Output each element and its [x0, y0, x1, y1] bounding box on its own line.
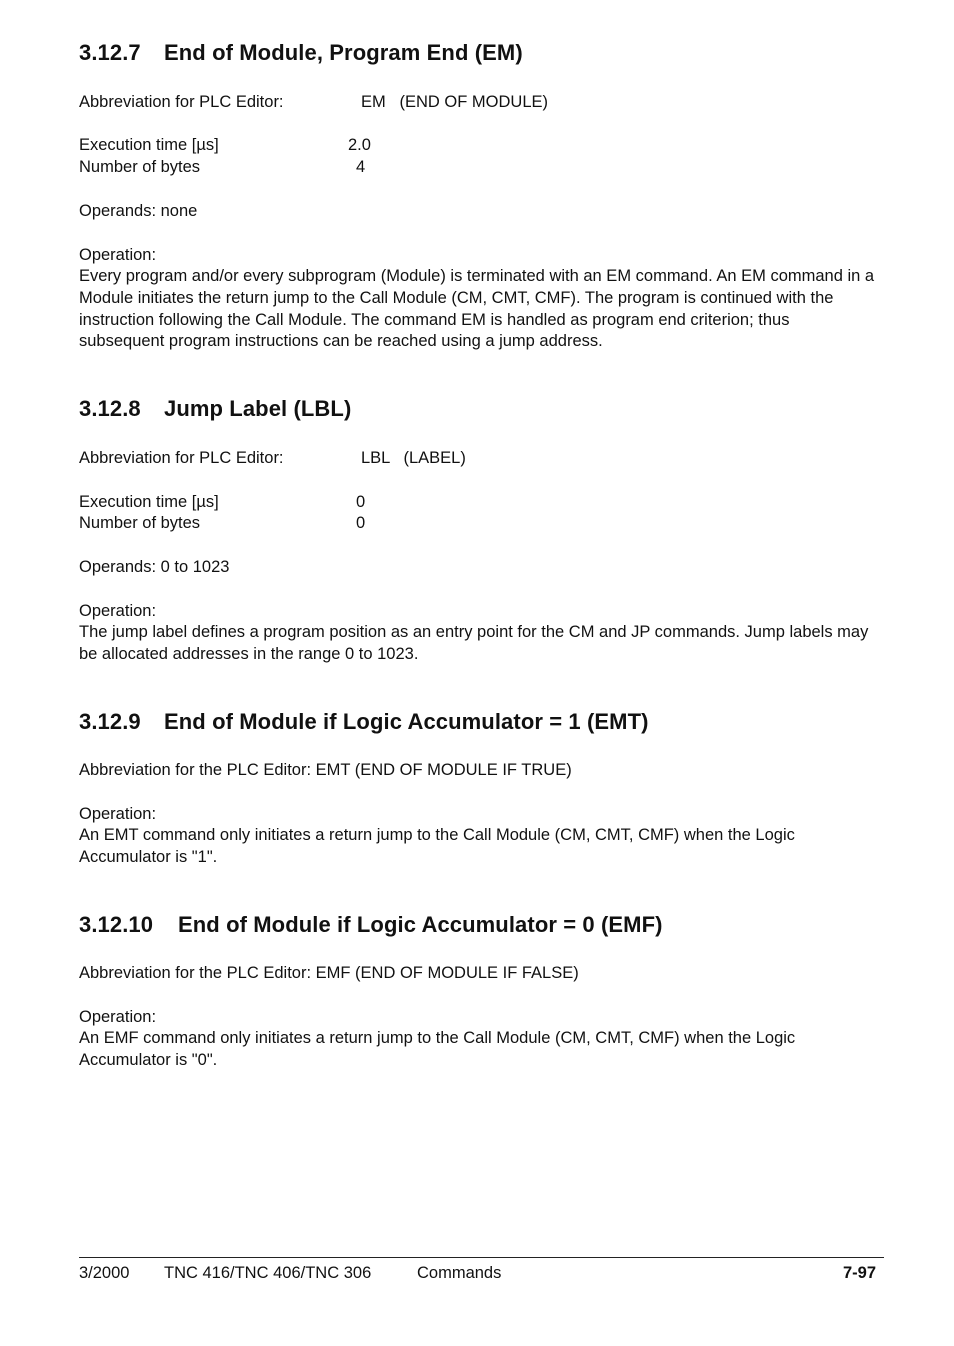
- footer-chapter: Commands: [417, 1264, 502, 1282]
- operation-text: Every program and/or every subprogram (Module) is terminated with an EM command. An EM command in a Module initiates the return jump to the Call Module (CM, CMT, CMF). The program is continued with the instruction following the Call Module. The command EM is handled as program end criterion; thus subsequent program instructions can be reached using a jump address.: [79, 267, 875, 351]
- heading-number: 3.12.10: [79, 912, 154, 937]
- bytes-value: 4: [356, 158, 366, 176]
- exec-time-label: Execution time [µs]: [79, 493, 219, 511]
- operation-label: Operation:: [79, 602, 157, 620]
- operands-text: Operands: none: [79, 202, 198, 220]
- footer-divider: [79, 1257, 884, 1258]
- heading-title: End of Module if Logic Accumulator = 1 (EMT): [164, 709, 649, 734]
- abbr-label: Abbreviation for PLC Editor:: [79, 93, 284, 111]
- operation-label: Operation:: [79, 246, 157, 264]
- heading-number: 3.12.8: [79, 396, 141, 421]
- section-heading-3-12-9: [79, 709, 649, 735]
- operation-label: Operation:: [79, 805, 157, 823]
- heading-title: Jump Label (LBL): [164, 396, 352, 421]
- heading-title: End of Module if Logic Accumulator = 0 (EMF): [178, 912, 663, 937]
- abbr-value: LBL (LABEL): [361, 449, 466, 467]
- operands-text: Operands: 0 to 1023: [79, 558, 230, 576]
- exec-time-label: Execution time [µs]: [79, 136, 219, 154]
- exec-time-value: 0: [356, 493, 366, 511]
- bytes-value: 0: [356, 514, 366, 532]
- section-heading-3-12-10: [79, 912, 663, 938]
- footer-page-number: 7-97: [843, 1264, 877, 1282]
- footer-models: TNC 416/TNC 406/TNC 306: [164, 1264, 372, 1282]
- operation-text: An EMT command only initiates a return jump to the Call Module (CM, CMT, CMF) when the Logic Accumulator is "1".: [79, 826, 795, 866]
- section-heading-3-12-7: [79, 40, 523, 66]
- heading-number: 3.12.7: [79, 40, 141, 65]
- operation-text: The jump label defines a program position as an entry point for the CM and JP commands. Jump labels may be allocated addresses in the range 0 to 1023.: [79, 623, 869, 663]
- operation-text: An EMF command only initiates a return jump to the Call Module (CM, CMT, CMF) when the Logic Accumulator is "0".: [79, 1029, 796, 1069]
- abbr-line: Abbreviation for the PLC Editor: EMT (END OF MODULE IF TRUE): [79, 761, 572, 779]
- abbr-value: EM (END OF MODULE): [361, 93, 549, 111]
- heading-title: End of Module, Program End (EM): [164, 40, 523, 65]
- abbr-label: Abbreviation for PLC Editor:: [79, 449, 284, 467]
- heading-number: 3.12.9: [79, 709, 141, 734]
- bytes-label: Number of bytes: [79, 514, 201, 532]
- footer-date: 3/2000: [79, 1264, 130, 1282]
- section-heading-3-12-8: [79, 396, 351, 422]
- exec-time-value: 2.0: [348, 136, 371, 154]
- bytes-label: Number of bytes: [79, 158, 201, 176]
- operation-label: Operation:: [79, 1008, 157, 1026]
- abbr-line: Abbreviation for the PLC Editor: EMF (END OF MODULE IF FALSE): [79, 964, 579, 982]
